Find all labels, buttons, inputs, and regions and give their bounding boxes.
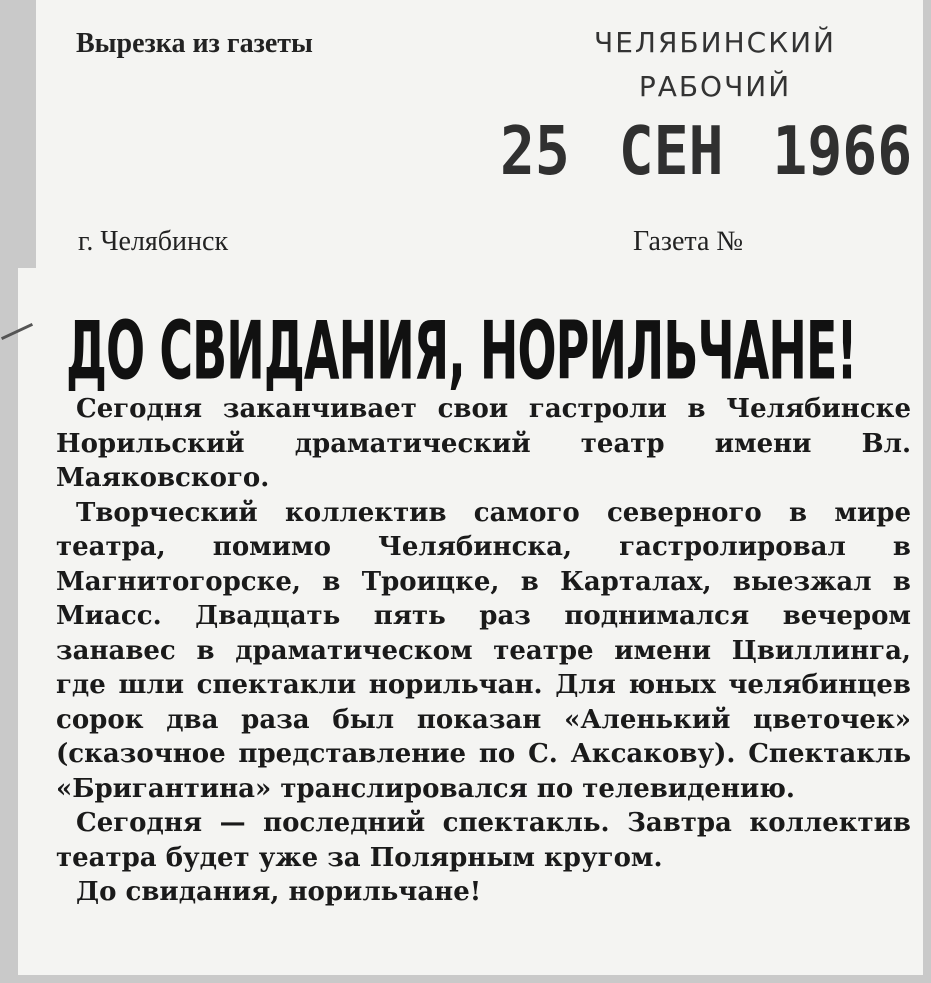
article-paragraph: Сегодня заканчивает свои гастроли в Челябинске Норильский драматический театр имени Вл. Маяковского. xyxy=(56,394,911,493)
date-stamp: 25 СЕН 1966 xyxy=(500,112,913,191)
newspaper-number-label: Газета № xyxy=(633,226,744,257)
article-paragraph: До свидания, норильчане! xyxy=(76,877,482,907)
article-body xyxy=(56,392,911,910)
article-headline: ДО СВИДАНИЯ, НОРИЛЬЧАНЕ! xyxy=(66,305,857,398)
city-label: г. Челябинск xyxy=(78,226,229,257)
article-paragraph: Творческий коллектив самого северного в мире театра, помимо Челябинска, гастролировал в Магнитогорске, в Троицке, в Карталах, выезжал в Миасс. Двадцать пять раз поднимался вечером занавес в драматическом театре имени Цвиллинга, где шли спектакли норильчан. Для юных челябинцев сорок два раза был показан «Аленький цветочек» (сказочное представление по С. Аксакову). Спектакль «Бригантина» транслировался по телевидению. xyxy=(56,497,911,804)
newspaper-name-line2: РАБОЧИЙ xyxy=(638,70,792,103)
article-paragraph: Сегодня — последний спектакль. Завтра коллектив театра будет уже за Полярным кругом. xyxy=(56,808,911,873)
newspaper-name-line1: ЧЕЛЯБИНСКИЙ xyxy=(594,26,836,59)
clipping-label: Вырезка из газеты xyxy=(76,28,313,59)
